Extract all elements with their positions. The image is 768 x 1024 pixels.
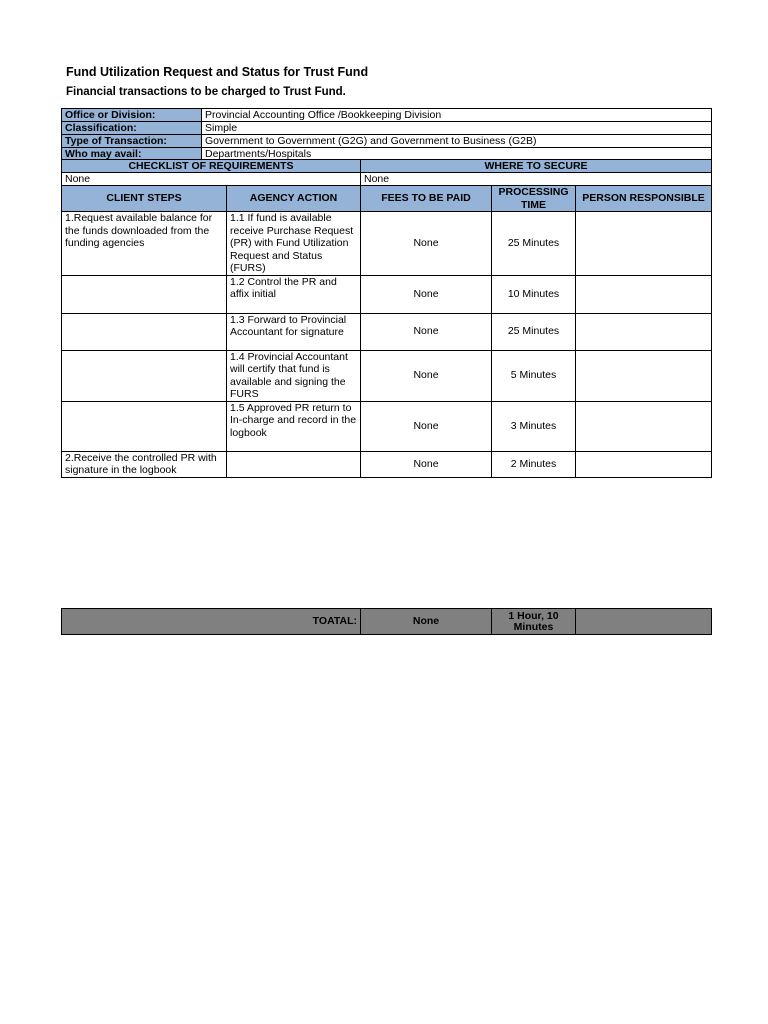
person-responsible xyxy=(576,350,712,401)
info-label: Who may avail: xyxy=(62,148,202,161)
client-step xyxy=(62,350,227,401)
table-row xyxy=(62,212,712,276)
info-value: Departments/Hospitals xyxy=(202,148,712,161)
col-client-steps: CLIENT STEPS xyxy=(62,186,227,212)
fee: None xyxy=(361,212,492,276)
info-row-office xyxy=(62,109,712,122)
table-row xyxy=(62,401,712,451)
col-processing-time: PROCESSING TIME xyxy=(492,186,576,212)
total-person xyxy=(576,609,712,635)
processing-time: 5 Minutes xyxy=(492,350,576,401)
info-label: Office or Division: xyxy=(62,109,202,122)
checklist-value: None xyxy=(62,173,361,186)
agency-action: 1.3 Forward to Provincial Accountant for signature xyxy=(227,313,361,350)
info-label: Classification: xyxy=(62,122,202,135)
client-step: 2.Receive the controlled PR with signature in the logbook xyxy=(62,451,227,477)
col-fees: FEES TO BE PAID xyxy=(361,186,492,212)
fee: None xyxy=(361,451,492,477)
info-row-classification xyxy=(62,122,712,135)
total-time: 1 Hour, 10 Minutes xyxy=(492,609,576,635)
document-title: Fund Utilization Request and Status for Trust Fund xyxy=(66,65,369,79)
total-label: TOATAL: xyxy=(62,609,361,635)
table-row xyxy=(62,451,712,477)
info-table xyxy=(61,108,712,161)
fee: None xyxy=(361,350,492,401)
client-step: 1.Request available balance for the funds downloaded from the funding agencies xyxy=(62,212,227,276)
client-step xyxy=(62,313,227,350)
processing-time: 25 Minutes xyxy=(492,313,576,350)
person-responsible xyxy=(576,212,712,276)
person-responsible xyxy=(576,451,712,477)
agency-action: 1.4 Provincial Accountant will certify that fund is available and signing the FURS xyxy=(227,350,361,401)
where-to-secure-value: None xyxy=(361,173,712,186)
processing-time: 2 Minutes xyxy=(492,451,576,477)
table-row xyxy=(62,275,712,313)
agency-action: 1.5 Approved PR return to In-charge and record in the logbook xyxy=(227,401,361,451)
person-responsible xyxy=(576,313,712,350)
client-step xyxy=(62,401,227,451)
table-row xyxy=(62,313,712,350)
where-to-secure-header: WHERE TO SECURE xyxy=(361,160,712,173)
fee: None xyxy=(361,313,492,350)
client-step xyxy=(62,275,227,313)
fee: None xyxy=(361,401,492,451)
info-label: Type of Transaction: xyxy=(62,135,202,148)
table-row xyxy=(62,350,712,401)
processing-time: 25 Minutes xyxy=(492,212,576,276)
col-person-responsible: PERSON RESPONSIBLE xyxy=(576,186,712,212)
col-agency-action: AGENCY ACTION xyxy=(227,186,361,212)
requirements-row xyxy=(62,173,712,186)
info-row-transaction-type xyxy=(62,135,712,148)
agency-action: 1.1 If fund is available receive Purchase Request (PR) with Fund Utilization Request and Status (FURS) xyxy=(227,212,361,276)
requirements-header-row xyxy=(62,160,712,173)
agency-action: 1.2 Control the PR and affix initial xyxy=(227,275,361,313)
processing-time: 10 Minutes xyxy=(492,275,576,313)
column-header-row xyxy=(62,186,712,212)
person-responsible xyxy=(576,401,712,451)
total-table xyxy=(61,608,712,635)
info-value: Provincial Accounting Office /Bookkeeping Division xyxy=(202,109,712,122)
info-value: Government to Government (G2G) and Government to Business (G2B) xyxy=(202,135,712,148)
process-table xyxy=(61,159,712,478)
processing-time: 3 Minutes xyxy=(492,401,576,451)
total-fee: None xyxy=(361,609,492,635)
checklist-header: CHECKLIST OF REQUIREMENTS xyxy=(62,160,361,173)
agency-action xyxy=(227,451,361,477)
total-row xyxy=(62,609,712,635)
document-subtitle: Financial transactions to be charged to Trust Fund. xyxy=(66,86,346,98)
info-value: Simple xyxy=(202,122,712,135)
fee: None xyxy=(361,275,492,313)
person-responsible xyxy=(576,275,712,313)
